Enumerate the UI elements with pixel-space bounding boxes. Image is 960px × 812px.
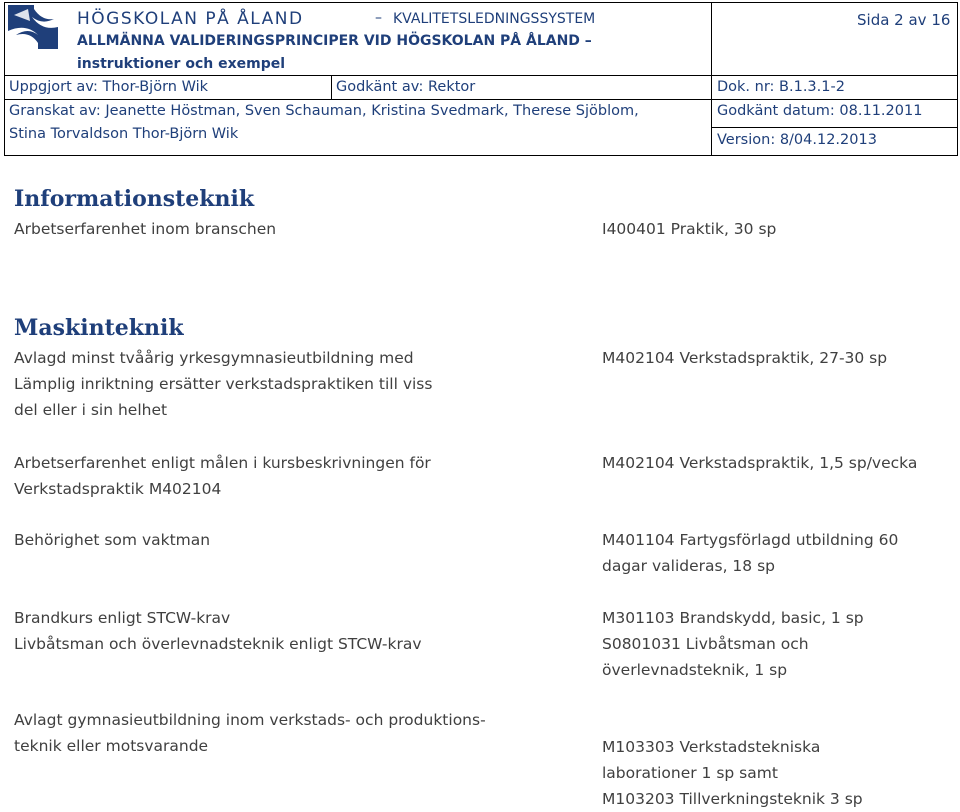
requirement-line: Brandkurs enligt STCW-krav (14, 609, 231, 627)
course-credit (602, 216, 776, 242)
section-title-maskinteknik: Maskinteknik (14, 315, 184, 341)
course-credit (602, 345, 887, 371)
requirement-text (14, 527, 210, 553)
course-credit (602, 450, 917, 476)
course-line: laborationer 1 sp samt (602, 764, 778, 782)
course-credit (602, 605, 864, 683)
course-line: M103203 Tillverkningsteknik 3 sp (602, 790, 863, 808)
course-line: M402104 Verkstadspraktik, 1,5 sp/vecka (602, 454, 918, 472)
header-rule (5, 75, 957, 76)
header-rule (5, 99, 957, 100)
course-line: M402104 Verkstadspraktik, 27-30 sp (602, 349, 888, 367)
requirement-text (14, 450, 431, 502)
requirement-text (14, 216, 276, 242)
school-name: HÖGSKOLAN PÅ ÅLAND (77, 9, 304, 29)
header-rule (711, 127, 957, 128)
requirement-line: Arbetserfarenhet enligt målen i kursbeskrivningen för (14, 454, 431, 472)
reviewed-by-continued: Stina Torvaldson Thor-Björn Wik (9, 126, 239, 142)
course-line: dagar valideras, 18 sp (602, 557, 775, 575)
requirement-line: Behörighet som vaktman (14, 531, 211, 549)
course-line: M401104 Fartygsförlagd utbildning 60 (602, 531, 899, 549)
document-number: Dok. nr: B.1.3.1-2 (717, 79, 845, 95)
course-line: M103303 Verkstadstekniska (602, 738, 821, 756)
document-subtitle: instruktioner och exempel (77, 56, 286, 72)
approved-date: Godkänt datum: 08.11.2011 (717, 103, 923, 119)
system-name: KVALITETSLEDNINGSSYSTEM (393, 11, 596, 27)
requirement-line: Arbetserfarenhet inom branschen (14, 220, 277, 238)
requirement-line: del eller i sin helhet (14, 401, 168, 419)
school-logo-icon (8, 5, 58, 49)
page-number: Sida 2 av 16 (857, 11, 951, 29)
prepared-by: Uppgjort av: Thor-Björn Wik (9, 79, 209, 95)
header-column-divider (331, 75, 332, 99)
course-line: I400401 Praktik, 30 sp (602, 220, 777, 238)
course-line: M301103 Brandskydd, basic, 1 sp (602, 609, 864, 627)
course-line: överlevnadsteknik, 1 sp (602, 661, 788, 679)
course-credit (602, 527, 898, 579)
title-separator: – (375, 10, 382, 26)
requirement-line: Lämplig inriktning ersätter verkstadspraktiken till viss (14, 375, 433, 393)
document-header (4, 2, 958, 156)
course-line: S0801031 Livbåtsman och (602, 635, 809, 653)
document-title: ALLMÄNNA VALIDERINGSPRINCIPER VID HÖGSKOLAN PÅ ÅLAND – (77, 33, 592, 49)
requirement-line: Livbåtsman och överlevnadsteknik enligt STCW-krav (14, 635, 422, 653)
requirement-line: Verkstadspraktik M402104 (14, 480, 222, 498)
requirement-line: Avlagt gymnasieutbildning inom verkstads- och produktions- (14, 711, 486, 729)
requirement-line: Avlagd minst tvåårig yrkesgymnasieutbildning med (14, 349, 414, 367)
requirement-line: teknik eller motsvarande (14, 737, 209, 755)
section-title-informationsteknik: Informationsteknik (14, 186, 255, 212)
reviewed-by: Granskat av: Jeanette Höstman, Sven Schauman, Kristina Svedmark, Therese Sjöblom, (9, 103, 639, 119)
version: Version: 8/04.12.2013 (717, 132, 877, 148)
header-column-divider (711, 3, 712, 155)
approved-by: Godkänt av: Rektor (336, 79, 476, 95)
requirement-text (14, 345, 432, 423)
course-credit (602, 734, 863, 812)
requirement-text (14, 707, 486, 759)
requirement-text (14, 605, 422, 657)
